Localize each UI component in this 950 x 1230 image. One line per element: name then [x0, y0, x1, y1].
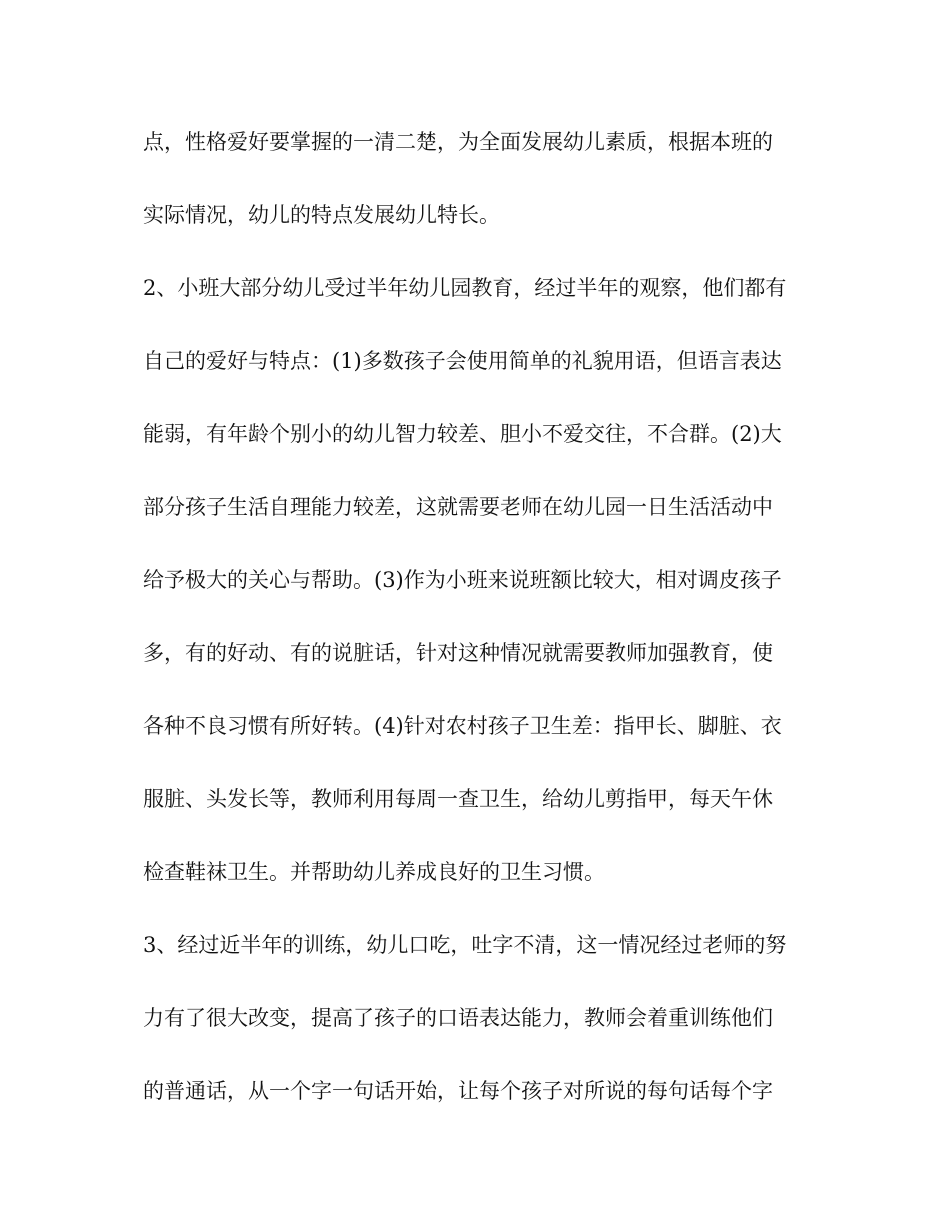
text-line: 多，有的好动、有的说脏话，针对这种情况就需要教师加强教育，使	[143, 641, 773, 665]
text-line: 能弱，有年龄个别小的幼儿智力较差、胆小不爱交往，不合群。(2)大	[143, 422, 782, 446]
text-line: 点，性格爱好要掌握的一清二楚，为全面发展幼儿素质，根据本班的	[143, 130, 773, 154]
document-body	[143, 120, 808, 1142]
text-line: 自己的爱好与特点：(1)多数孩子会使用简单的礼貌用语，但语言表达	[143, 349, 782, 373]
text-line: 给予极大的关心与帮助。(3)作为小班来说班额比较大，相对调皮孩子	[143, 568, 782, 592]
text-line: 检查鞋袜卫生。并帮助幼儿养成良好的卫生习惯。	[143, 860, 605, 884]
text-line: 2、小班大部分幼儿受过半年幼儿园教育，经过半年的观察，他们都有	[143, 276, 787, 300]
text-line: 实际情况，幼儿的特点发展幼儿特长。	[143, 203, 500, 227]
text-line: 3、经过近半年的训练，幼儿口吃，吐字不清，这一情况经过老师的努	[143, 933, 787, 957]
text-line: 力有了很大改变，提高了孩子的口语表达能力，教师会着重训练他们	[143, 1006, 773, 1030]
text-line: 的普通话，从一个字一句话开始，让每个孩子对所说的每句话每个字	[143, 1079, 773, 1103]
text-line: 服脏、头发长等，教师利用每周一查卫生，给幼儿剪指甲，每天午休	[143, 787, 773, 811]
text-line: 各种不良习惯有所好转。(4)针对农村孩子卫生差：指甲长、脚脏、衣	[143, 714, 782, 738]
text-line: 部分孩子生活自理能力较差，这就需要老师在幼儿园一日生活活动中	[143, 495, 773, 519]
